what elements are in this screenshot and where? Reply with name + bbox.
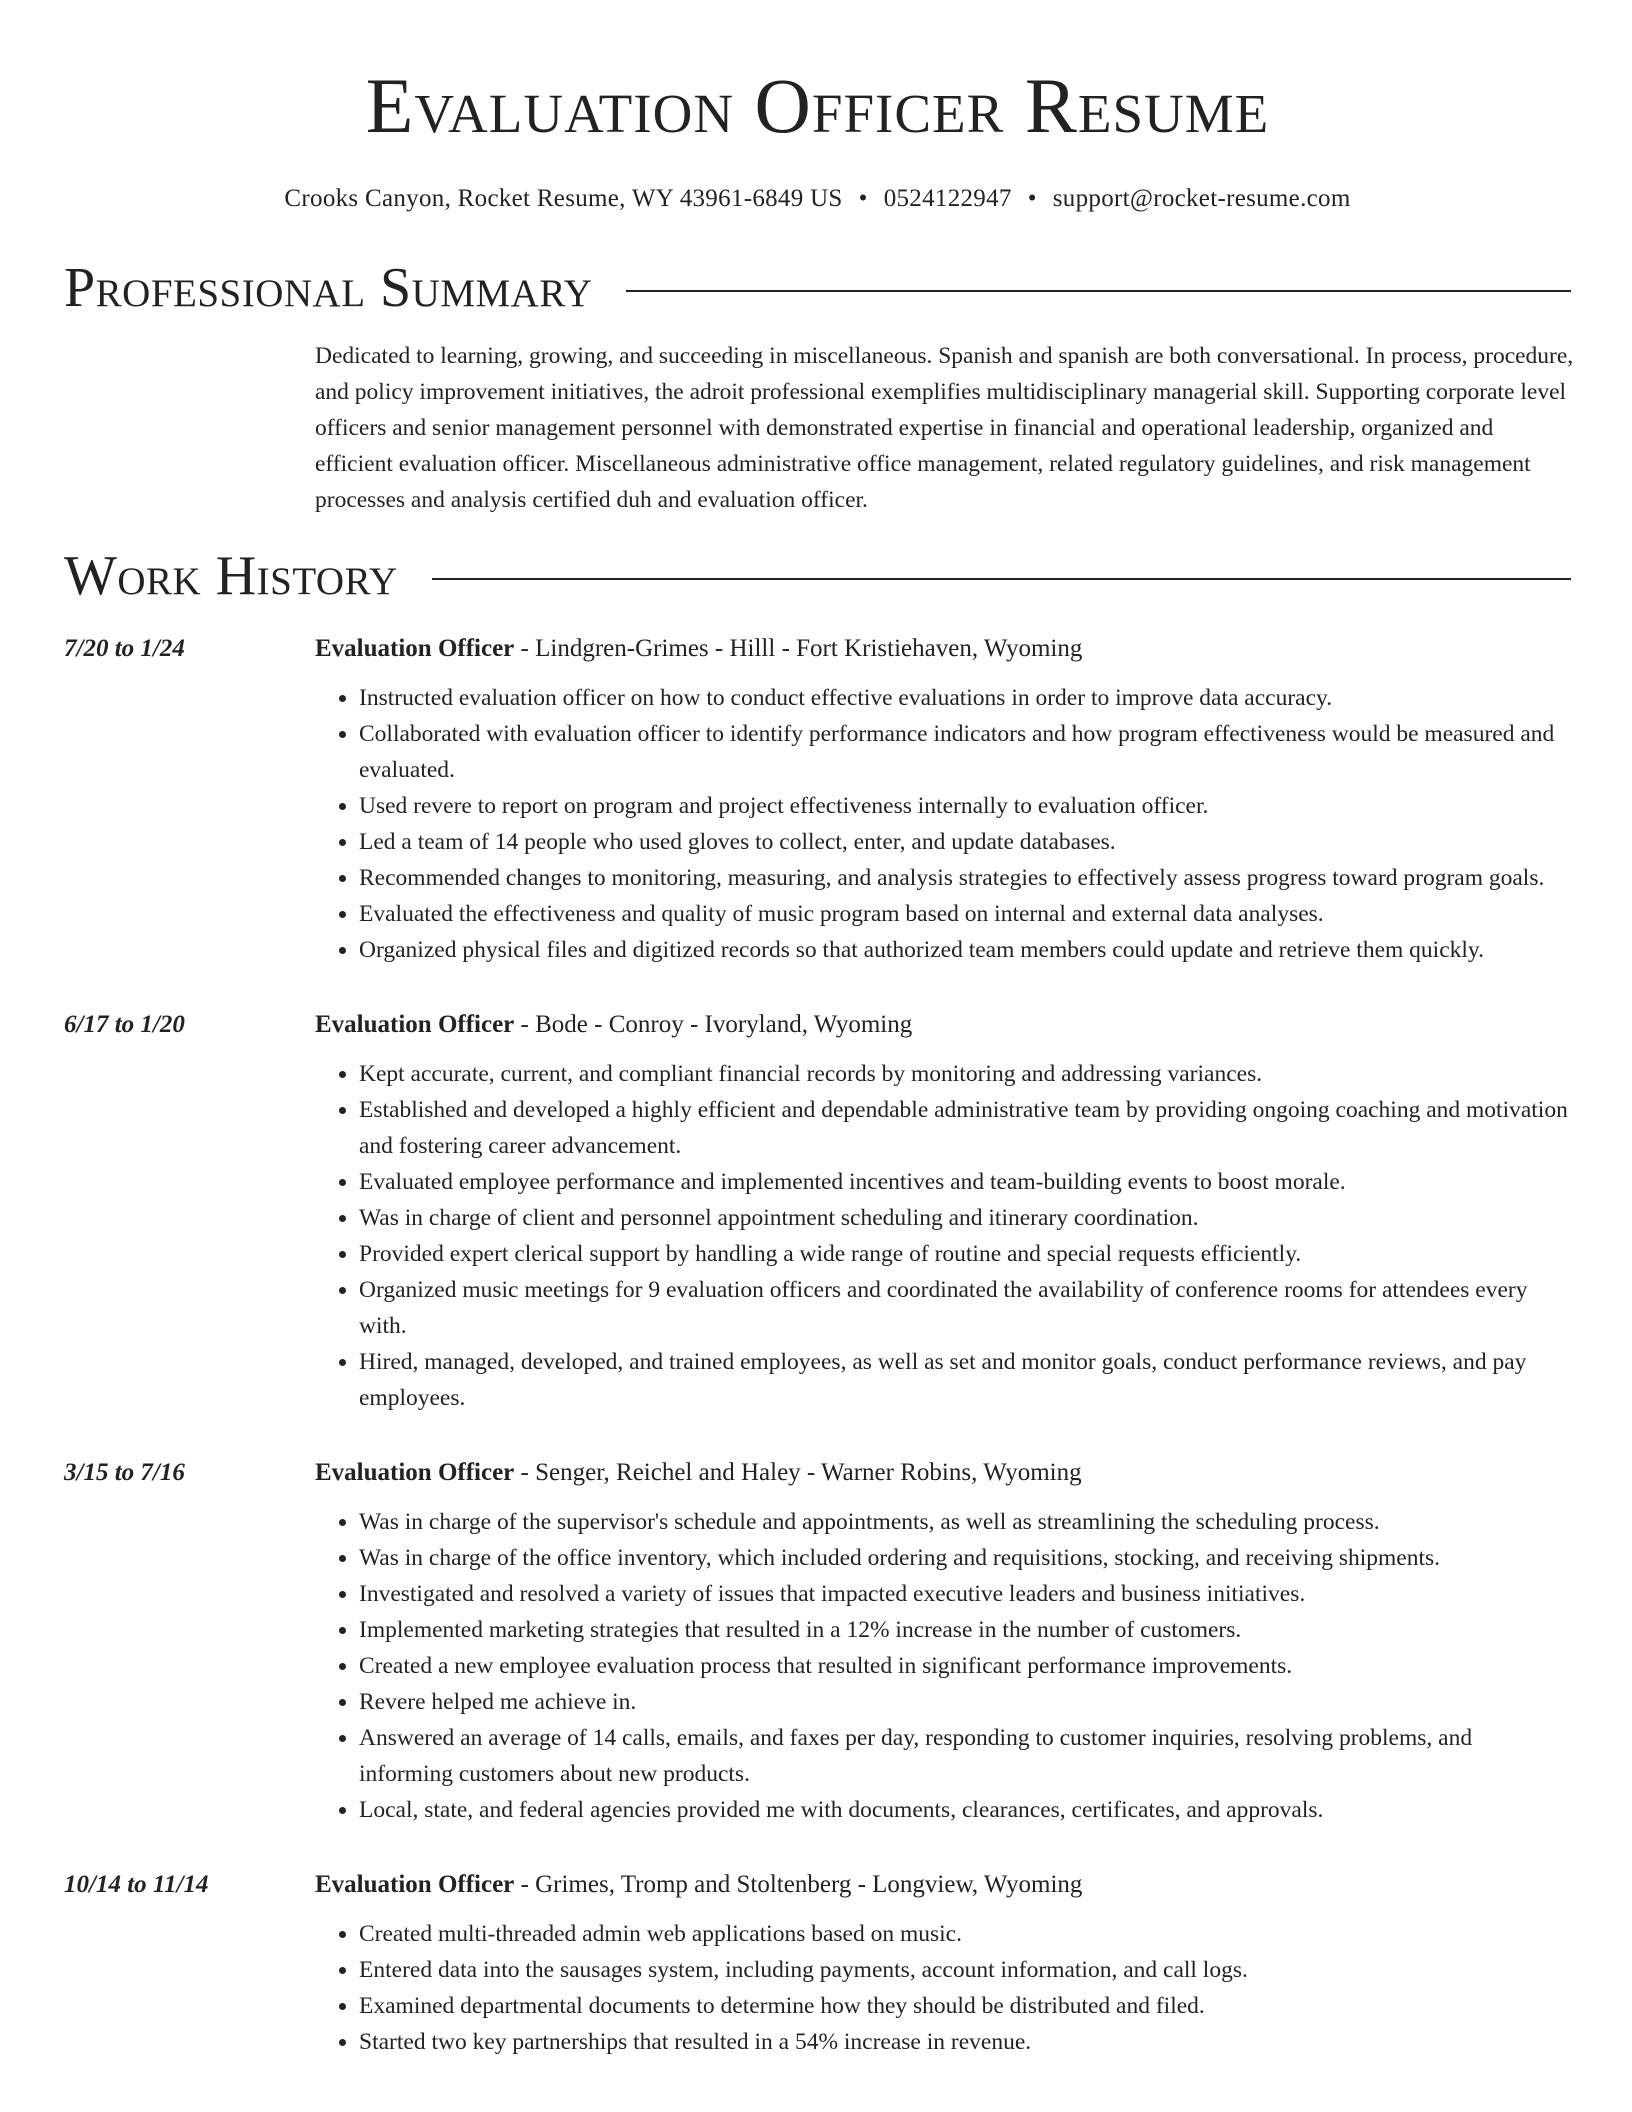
summary-text: Dedicated to learning, growing, and succeeding in miscellaneous. Spanish and spanish are both conversational. In process, procedure, and policy improvement initiatives, the adroit professional exemplifies multidisciplinary managerial skill. Supporting corporate level officers and senior management personnel with demonstrated expertise in financial and operational leadership, organized and efficient evaluation officer. Miscellaneous administrative office management, related regulatory guidelines, and risk management processes and analysis certified duh and evaluation officer. bbox=[315, 343, 1574, 513]
section-divider bbox=[626, 290, 1571, 292]
job-bullet: • Created multi-threaded admin web applications based on music. bbox=[359, 1916, 1571, 1952]
job-entry bbox=[64, 1008, 1571, 1416]
job-dates: 7/20 to 1/24 bbox=[64, 635, 185, 662]
job-bullet-list bbox=[315, 1056, 1571, 1416]
contact-line bbox=[64, 182, 1571, 216]
job-company-location: - Bode - Conroy - Ivoryland, Wyoming bbox=[514, 1011, 913, 1038]
job-dates: 6/17 to 1/20 bbox=[64, 1011, 185, 1038]
job-list bbox=[64, 632, 1571, 2060]
job-bullet: • Revere helped me achieve in. bbox=[359, 1684, 1571, 1720]
job-bullet: • Instructed evaluation officer on how to conduct effective evaluations in order to improve data accuracy. bbox=[359, 680, 1571, 716]
job-bullet: • Recommended changes to monitoring, measuring, and analysis strategies to effectively assess progress toward program goals. bbox=[359, 860, 1571, 896]
job-bullet: • Was in charge of the supervisor's schedule and appointments, as well as streamlining the scheduling process. bbox=[359, 1504, 1571, 1540]
page-title: Evaluation Officer Resume bbox=[365, 62, 1270, 149]
job-body bbox=[315, 632, 1571, 968]
job-bullet: • Established and developed a highly efficient and dependable administrative team by providing ongoing coaching and motivation and fostering career advancement. bbox=[359, 1092, 1571, 1164]
job-bullet: • Entered data into the sausages system, including payments, account information, and call logs. bbox=[359, 1952, 1571, 1988]
job-body bbox=[315, 1456, 1571, 1828]
job-bullet: • Kept accurate, current, and compliant financial records by monitoring and addressing variances. bbox=[359, 1056, 1571, 1092]
job-entry bbox=[64, 1868, 1571, 2060]
job-bullet: • Evaluated employee performance and implemented incentives and team-building events to boost morale. bbox=[359, 1164, 1571, 1200]
contact-separator: • bbox=[858, 185, 868, 212]
job-bullet: • Implemented marketing strategies that resulted in a 12% increase in the number of customers. bbox=[359, 1612, 1571, 1648]
job-entry bbox=[64, 1456, 1571, 1828]
job-bullet: • Started two key partnerships that resulted in a 54% increase in revenue. bbox=[359, 2024, 1571, 2060]
section-divider bbox=[432, 578, 1571, 580]
job-bullet: • Examined departmental documents to determine how they should be distributed and filed. bbox=[359, 1988, 1571, 2024]
job-bullet: • Was in charge of the office inventory, which included ordering and requisitions, stocking, and receiving shipments. bbox=[359, 1540, 1571, 1576]
job-bullet: • Was in charge of client and personnel appointment scheduling and itinerary coordination. bbox=[359, 1200, 1571, 1236]
job-heading-line bbox=[315, 1868, 1571, 1902]
job-title: Evaluation Officer bbox=[315, 635, 515, 662]
job-bullet: • Investigated and resolved a variety of issues that impacted executive leaders and business initiatives. bbox=[359, 1576, 1571, 1612]
work-section-header bbox=[64, 544, 1571, 608]
contact-address: Crooks Canyon, Rocket Resume, WY 43961-6849 US bbox=[284, 185, 843, 212]
job-heading-line bbox=[315, 1008, 1571, 1042]
job-body bbox=[315, 1868, 1571, 2060]
job-bullet: • Evaluated the effectiveness and quality of music program based on internal and external data analyses. bbox=[359, 896, 1571, 932]
contact-email: support@rocket-resume.com bbox=[1052, 185, 1351, 212]
job-dates: 10/14 to 11/14 bbox=[64, 1871, 209, 1898]
job-company-location: - Grimes, Tromp and Stoltenberg - Longview, Wyoming bbox=[514, 1871, 1083, 1898]
job-bullet: • Local, state, and federal agencies provided me with documents, clearances, certificates, and approvals. bbox=[359, 1792, 1571, 1828]
job-entry bbox=[64, 632, 1571, 968]
job-bullet: • Led a team of 14 people who used gloves to collect, enter, and update databases. bbox=[359, 824, 1571, 860]
job-bullet-list bbox=[315, 1504, 1571, 1828]
job-body bbox=[315, 1008, 1571, 1416]
job-bullet-list bbox=[315, 680, 1571, 968]
job-company-location: - Lindgren-Grimes - Hilll - Fort Kristiehaven, Wyoming bbox=[514, 635, 1083, 662]
job-bullet: • Collaborated with evaluation officer to identify performance indicators and how program effectiveness would be measured and evaluated. bbox=[359, 716, 1571, 788]
contact-phone: 0524122947 bbox=[883, 185, 1012, 212]
summary-heading: Professional Summary bbox=[64, 257, 593, 319]
job-bullet: • Organized physical files and digitized records so that authorized team members could update and retrieve them quickly. bbox=[359, 932, 1571, 968]
job-company-location: - Senger, Reichel and Haley - Warner Robins, Wyoming bbox=[514, 1459, 1082, 1486]
job-title: Evaluation Officer bbox=[315, 1459, 515, 1486]
job-bullet: • Hired, managed, developed, and trained employees, as well as set and monitor goals, conduct performance reviews, and pay employees. bbox=[359, 1344, 1571, 1416]
job-heading-line bbox=[315, 632, 1571, 666]
job-heading-line bbox=[315, 1456, 1571, 1490]
job-bullet: • Used revere to report on program and project effectiveness internally to evaluation officer. bbox=[359, 788, 1571, 824]
job-bullet: • Provided expert clerical support by handling a wide range of routine and special requests efficiently. bbox=[359, 1236, 1571, 1272]
job-bullet: • Created a new employee evaluation process that resulted in significant performance improvements. bbox=[359, 1648, 1571, 1684]
job-dates: 3/15 to 7/16 bbox=[64, 1459, 185, 1486]
job-bullet-list bbox=[315, 1916, 1571, 2060]
summary-section-header bbox=[64, 256, 1571, 320]
resume-page bbox=[64, 0, 1574, 2060]
contact-separator: • bbox=[1027, 185, 1037, 212]
job-title: Evaluation Officer bbox=[315, 1011, 515, 1038]
job-title: Evaluation Officer bbox=[315, 1871, 515, 1898]
work-heading: Work History bbox=[64, 545, 398, 607]
job-bullet: • Organized music meetings for 9 evaluation officers and coordinated the availability of conference rooms for attendees every with. bbox=[359, 1272, 1571, 1344]
job-bullet: • Answered an average of 14 calls, emails, and faxes per day, responding to customer inquiries, resolving problems, and informing customers about new products. bbox=[359, 1720, 1571, 1792]
